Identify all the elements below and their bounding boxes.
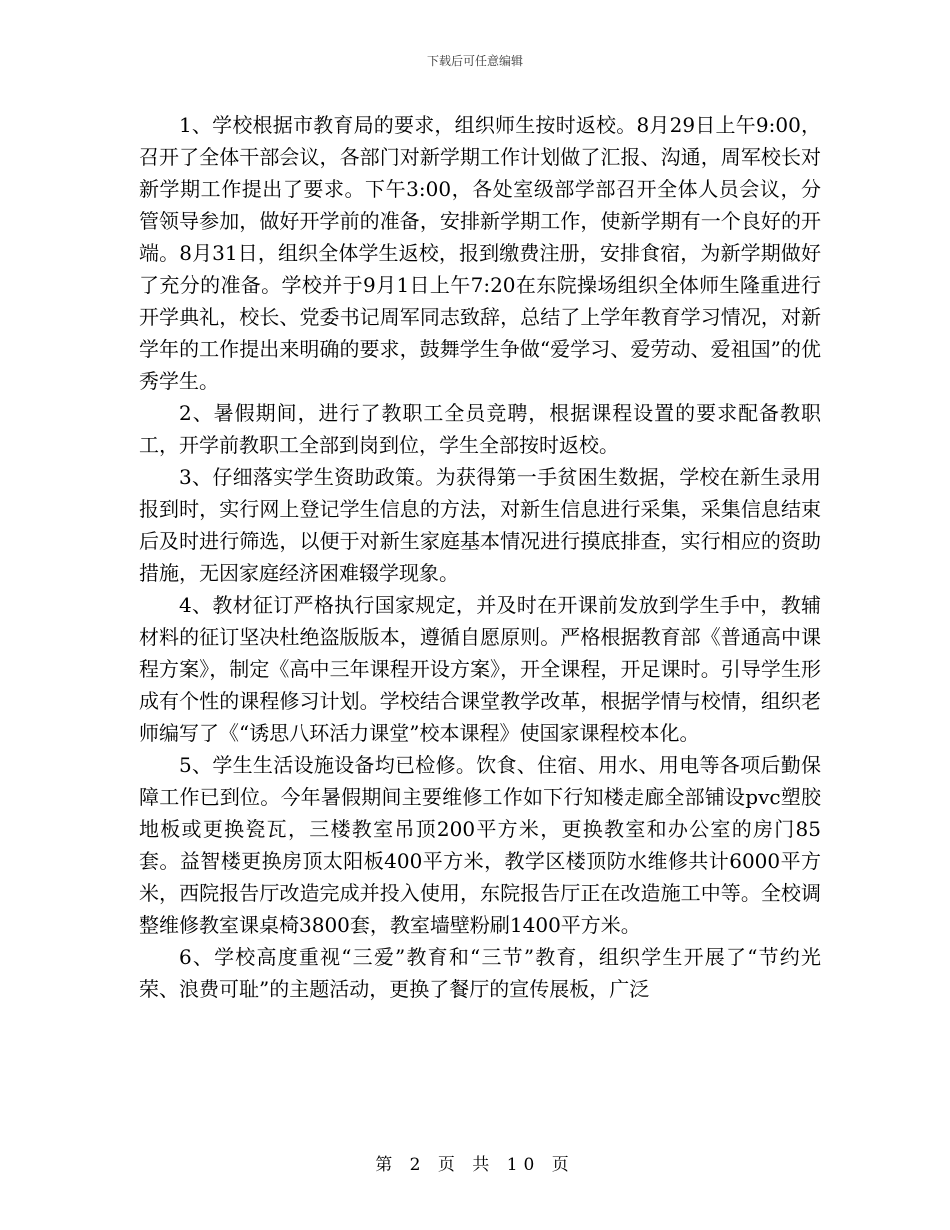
page-header: 下载后可任意编辑 xyxy=(426,54,523,68)
paragraph-5: 5、学生生活设施设备均已检修。饮食、住宿、用水、用电等各项后勤保障工作已到位。今年暑假期间主要维修工作如下行知楼走廊全部铺设pvc塑胶地板或更换瓷瓦，三楼教室吊顶200平方米，更换教室和办公室的房门85套。益智楼更换房顶太阳板400平方米，教学区楼顶防水维修共计6000平方米，西院报告厅改造完成并投入使用，东院报告厅正在改造施工中等。全校调整维修教室课桌椅3800套，教室墙壁粉刷1400平方米。 xyxy=(139,753,821,937)
paragraph-3: 3、仔细落实学生资助政策。为获得第一手贫困生数据，学校在新生录用报到时，实行网上登记学生信息的方法，对新生信息进行采集，采集信息结束后及时进行筛选，以便于对新生家庭基本情况进行摸底排查，实行相应的资助措施，无因家庭经济困难辍学现象。 xyxy=(139,465,821,585)
document-body xyxy=(139,109,821,1005)
page-number-footer: 第 2 页 共 10 页 xyxy=(375,1155,575,1175)
paragraph-2: 2、暑假期间，进行了教职工全员竞聘，根据课程设置的要求配备教职工，开学前教职工全部到岗到位，学生全部按时返校。 xyxy=(139,401,821,457)
paragraph-6: 6、学校高度重视“三爱”教育和“三节”教育，组织学生开展了“节约光荣、浪费可耻”的主题活动，更换了餐厅的宣传展板，广泛 xyxy=(139,945,821,1001)
paragraph-1: 1、学校根据市教育局的要求，组织师生按时返校。8月29日上午9:00，召开了全体干部会议，各部门对新学期工作计划做了汇报、沟通，周军校长对新学期工作提出了要求。下午3:00，各处室级部学部召开全体人员会议，分管领导参加，做好开学前的准备，安排新学期工作，使新学期有一个良好的开端。8月31日，组织全体学生返校，报到缴费注册，安排食宿，为新学期做好了充分的准备。学校并于9月1日上午7:20在东院操场组织全体师生隆重进行开学典礼，校长、党委书记周军同志致辞，总结了上学年教育学习情况，对新学年的工作提出来明确的要求，鼓舞学生争做“爱学习、爱劳动、爱祖国”的优秀学生。 xyxy=(139,113,821,393)
paragraph-4: 4、教材征订严格执行国家规定，并及时在开课前发放到学生手中，教辅材料的征订坚决杜绝盗版版本，遵循自愿原则。严格根据教育部《普通高中课程方案》，制定《高中三年课程开设方案》，开全课程，开足课时。引导学生形成有个性的课程修习计划。学校结合课堂教学改革，根据学情与校情，组织老师编写了《“诱思八环活力课堂”校本课程》使国家课程校本化。 xyxy=(139,593,821,745)
